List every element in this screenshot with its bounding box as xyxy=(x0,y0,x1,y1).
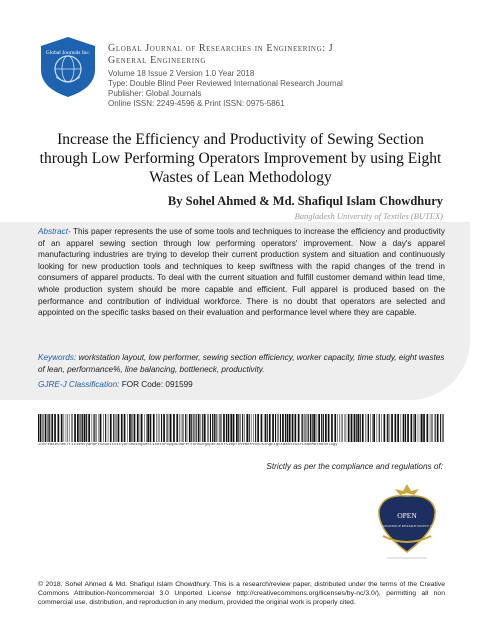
logo-text: Global Journals Inc. xyxy=(45,50,91,56)
journal-title-line1: Global Journal of Researches in Engineering: J xyxy=(108,43,334,54)
journal-type: Type: Double Blind Peer Reviewed International Research Journal xyxy=(108,79,343,88)
abstract-label: Abstract- xyxy=(38,227,71,236)
keywords-label: Keywords: xyxy=(38,353,77,362)
barcode xyxy=(38,414,444,442)
keywords-text: workstation layout, low performer, sewing section efficiency, worker capacity, time study, eight wastes of lean, performance%, line balancing, bottleneck, productivity. xyxy=(38,353,445,374)
volume-info: Volume 18 Issue 2 Version 1.0 Year 2018 xyxy=(108,69,255,78)
paper-authors: By Sohel Ahmed & Md. Shafiqul Islam Chowdhury xyxy=(167,194,443,208)
issn: Online ISSN: 2249-4596 & Print ISSN: 0975-5861 xyxy=(108,99,285,108)
publisher: Publisher: Global Journals xyxy=(108,89,202,98)
compliance-note: Strictly as per the compliance and regulations of: xyxy=(266,462,443,471)
journal-title xyxy=(108,43,468,67)
abstract xyxy=(38,226,445,319)
classification xyxy=(38,380,445,389)
journal-logo xyxy=(40,36,96,98)
classification-text: FOR Code: 091599 xyxy=(119,380,193,389)
open-seal-icon xyxy=(373,482,441,564)
classification-label: GJRE-J Classification: xyxy=(38,380,120,389)
keywords xyxy=(38,352,445,375)
author-affiliation: Bangladesh University of Textiles (BUTEX) xyxy=(294,211,443,221)
globe-shield-icon xyxy=(40,36,96,98)
barcode-text: IncreasetheEfficiencyandProductivityofSewingSectionthroughLowPerformingOperatorsImprovementbyusingEightWastesofLeanMethodology xyxy=(38,443,338,447)
copyright-notice: © 2018. Sohel Ahmed & Md. Shafiqul Islam Chowdhury. This is a research/review paper, distributed under the terms of the Creative Commons Attribution-Noncommercial 3.0 Unported License http://creativecommons.org/licenses/by-nc/3.0/), permitting all non commercial use, distribution, and reproduction in any medium, provided the original work is properly cited. xyxy=(38,581,445,606)
open-word: OPEN xyxy=(397,511,417,520)
open-association-logo xyxy=(373,482,441,564)
paper-title: Increase the Efficiency and Productivity of Sewing Section through Low Performing Operators Improvement by using Eight Wastes of Lean Methodology xyxy=(39,131,442,186)
open-sub: ASSOCIATION OF RESEARCH SOCIETY, USA xyxy=(378,525,436,528)
abstract-text: This paper represents the use of some tools and techniques to increase the efficiency and productivity of an apparel sewing section through low performing operators' improvement. Now a day's apparel manufacturing industries are trying to develop their current production system and situation and continuously looking for new production tools and techniques to keep swiftness with the rapid changes of the trend in consumers of apparel products. To deal with the current situation and fulfill customer demand within lead time, whole production system should be more capable and efficient. Full apparel is produced based on the performance and contribution of individual workforce. There is no doubt that operators are selected and appointed on the specific tasks based on their evaluation and performance level where they are capable. xyxy=(38,227,445,318)
journal-title-line2: General Engineering xyxy=(108,55,206,66)
